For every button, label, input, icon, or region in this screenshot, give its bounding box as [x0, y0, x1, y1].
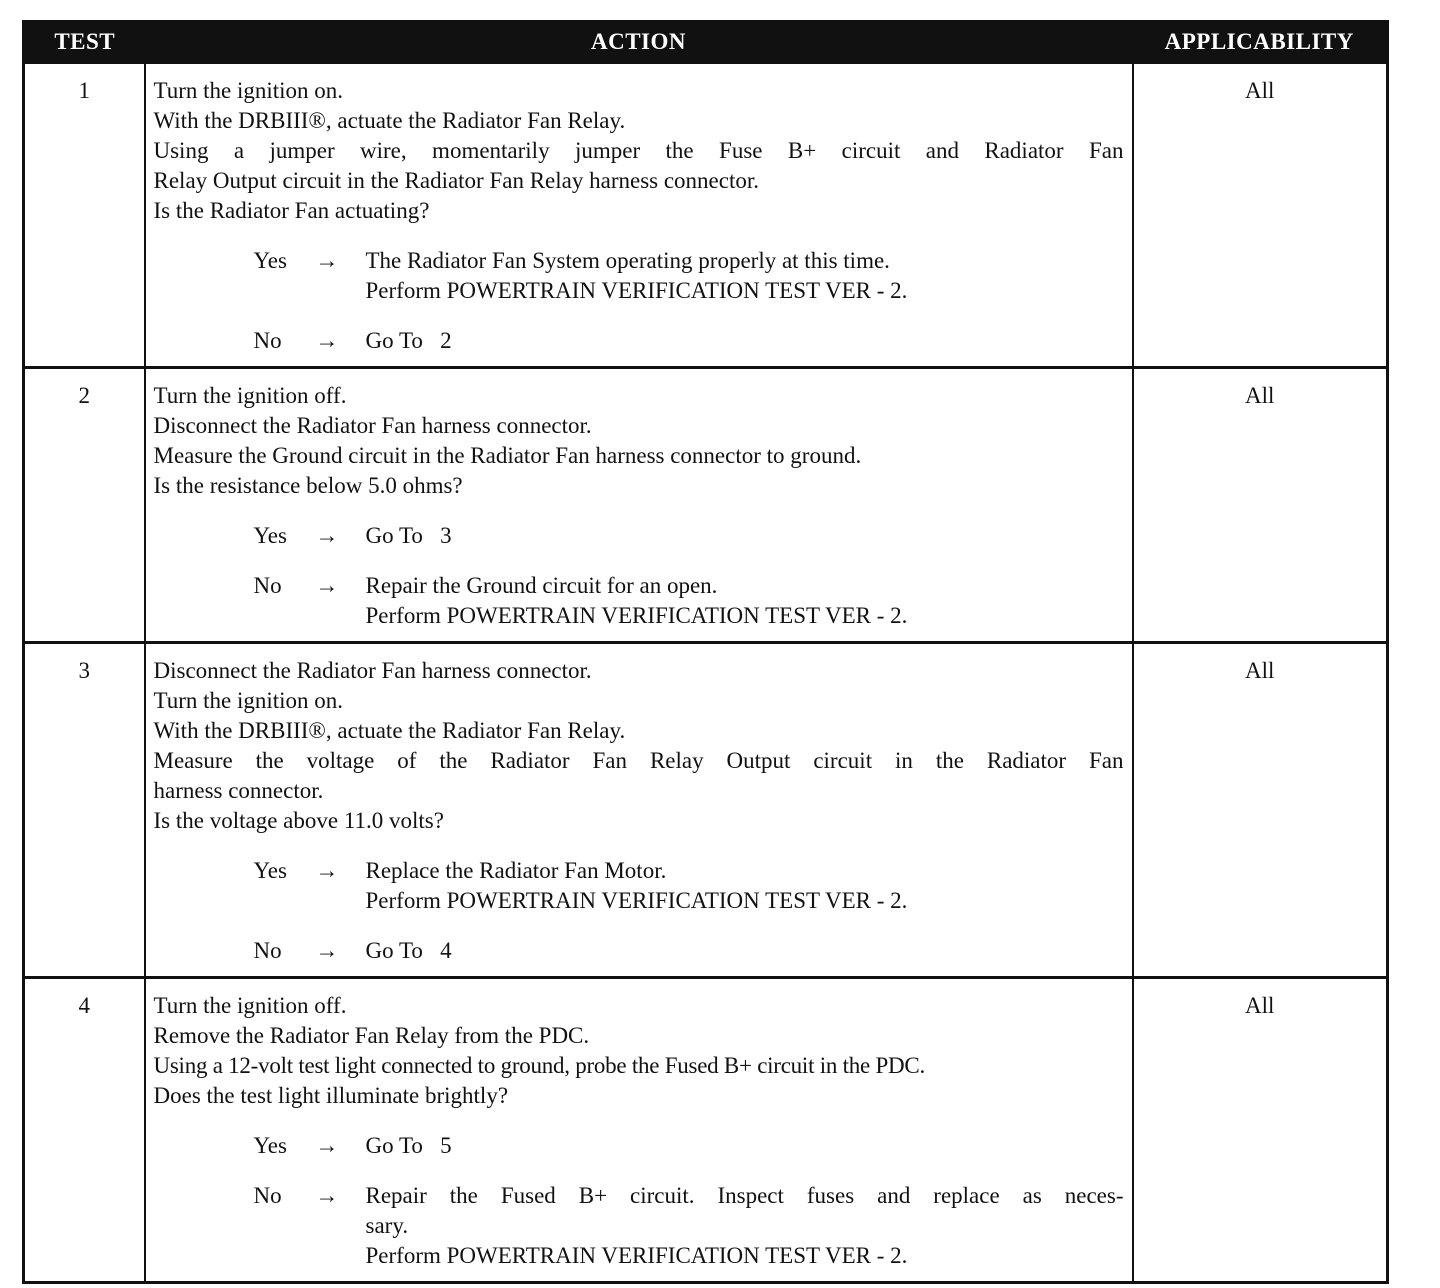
- action-cell: [145, 978, 1133, 1283]
- no-label: No: [253, 573, 282, 598]
- yes-label: Yes: [253, 248, 287, 273]
- yes-label: Yes: [253, 1133, 287, 1158]
- no-label: No: [253, 328, 282, 353]
- outcome-line: Go To 5: [365, 1133, 452, 1158]
- no-outcome: [366, 571, 1124, 631]
- no-result: [154, 936, 1124, 966]
- diagnostic-test-table: [22, 20, 1389, 1284]
- arrow-icon: →: [315, 523, 339, 548]
- arrow-icon: →: [315, 858, 339, 883]
- outcome-line: sary.: [365, 1213, 409, 1238]
- table-row: [24, 978, 1388, 1283]
- header-applicability: APPLICABILITY: [1133, 22, 1388, 63]
- yes-result: [154, 246, 1124, 306]
- instruction-line: Is the Radiator Fan actuating?: [153, 198, 430, 223]
- arrow-icon: →: [315, 938, 339, 963]
- test-number: 2: [24, 368, 145, 643]
- instruction-line: Disconnect the Radiator Fan harness connector.: [153, 413, 592, 438]
- outcome-line: Perform POWERTRAIN VERIFICATION TEST VER - 2.: [365, 888, 908, 913]
- applicability-value: All: [1133, 978, 1388, 1283]
- instruction-line: Using a jumper wire, momentarily jumper the Fuse B+ circuit and Radiator Fan: [153, 138, 1124, 163]
- outcome-line: Repair the Ground circuit for an open.: [365, 573, 718, 598]
- outcome-line: Go To 3: [365, 523, 452, 548]
- applicability-value: All: [1133, 643, 1388, 978]
- outcome-line: Perform POWERTRAIN VERIFICATION TEST VER - 2.: [365, 278, 908, 303]
- instruction-line: Turn the ignition off.: [153, 993, 347, 1018]
- no-label: No: [253, 938, 282, 963]
- yes-result: [154, 521, 1124, 551]
- test-number: 1: [24, 63, 145, 368]
- test-number: 4: [24, 978, 145, 1283]
- header-action: ACTION: [145, 22, 1133, 63]
- outcome-line: Go To 2: [365, 328, 452, 353]
- outcome-line: Perform POWERTRAIN VERIFICATION TEST VER - 2.: [365, 1243, 908, 1268]
- table-row: [24, 643, 1388, 978]
- no-result: [154, 326, 1124, 356]
- no-outcome: [366, 936, 1124, 966]
- outcome-line: Perform POWERTRAIN VERIFICATION TEST VER - 2.: [365, 603, 908, 628]
- yes-label: Yes: [253, 858, 287, 883]
- instruction-line: harness connector.: [153, 778, 324, 803]
- outcome-line: Go To 4: [365, 938, 452, 963]
- instruction-line: With the DRBIII®, actuate the Radiator Fan Relay.: [153, 108, 626, 133]
- instruction-line: Measure the voltage of the Radiator Fan Relay Output circuit in the Radiator Fan: [153, 748, 1124, 773]
- table-body: [24, 63, 1388, 1283]
- yes-outcome: [366, 246, 1124, 306]
- outcome-line: Replace the Radiator Fan Motor.: [365, 858, 667, 883]
- instruction-line: Using a 12-volt test light connected to ground, probe the Fused B+ circuit in the PDC.: [153, 1053, 925, 1078]
- action-cell: [145, 643, 1133, 978]
- yes-outcome: [366, 856, 1124, 916]
- outcome-line: The Radiator Fan System operating properly at this time.: [365, 248, 890, 273]
- yes-result: [154, 1131, 1124, 1161]
- instruction-line: Turn the ignition on.: [153, 78, 344, 103]
- instruction-line: Turn the ignition off.: [153, 383, 347, 408]
- instruction-line: Is the resistance below 5.0 ohms?: [153, 473, 463, 498]
- instruction-line: Does the test light illuminate brightly?: [153, 1083, 509, 1108]
- arrow-icon: →: [315, 1183, 339, 1208]
- header-test: TEST: [24, 22, 145, 63]
- applicability-value: All: [1133, 368, 1388, 643]
- arrow-icon: →: [315, 328, 339, 353]
- no-result: [154, 571, 1124, 631]
- table-row: [24, 368, 1388, 643]
- applicability-value: All: [1133, 63, 1388, 368]
- instruction-line: With the DRBIII®, actuate the Radiator Fan Relay.: [153, 718, 626, 743]
- instruction-line: Disconnect the Radiator Fan harness connector.: [153, 658, 592, 683]
- action-cell: [145, 368, 1133, 643]
- yes-label: Yes: [253, 523, 287, 548]
- arrow-icon: →: [315, 573, 339, 598]
- no-outcome: [366, 326, 1124, 356]
- table-row: [24, 63, 1388, 368]
- no-result: [154, 1181, 1124, 1271]
- instruction-line: Measure the Ground circuit in the Radiator Fan harness connector to ground.: [153, 443, 862, 468]
- instruction-line: Is the voltage above 11.0 volts?: [153, 808, 444, 833]
- test-number: 3: [24, 643, 145, 978]
- outcome-line: Repair the Fused B+ circuit. Inspect fuses and replace as neces-: [365, 1183, 1124, 1208]
- instruction-line: Turn the ignition on.: [153, 688, 344, 713]
- arrow-icon: →: [315, 1133, 339, 1158]
- yes-result: [154, 856, 1124, 916]
- yes-outcome: [366, 1131, 1124, 1161]
- table-header-row: [24, 22, 1388, 63]
- arrow-icon: →: [315, 248, 339, 273]
- action-cell: [145, 63, 1133, 368]
- no-label: No: [253, 1183, 282, 1208]
- instruction-line: Remove the Radiator Fan Relay from the PDC.: [153, 1023, 590, 1048]
- yes-outcome: [366, 521, 1124, 551]
- no-outcome: [366, 1181, 1124, 1271]
- instruction-line: Relay Output circuit in the Radiator Fan Relay harness connector.: [153, 168, 760, 193]
